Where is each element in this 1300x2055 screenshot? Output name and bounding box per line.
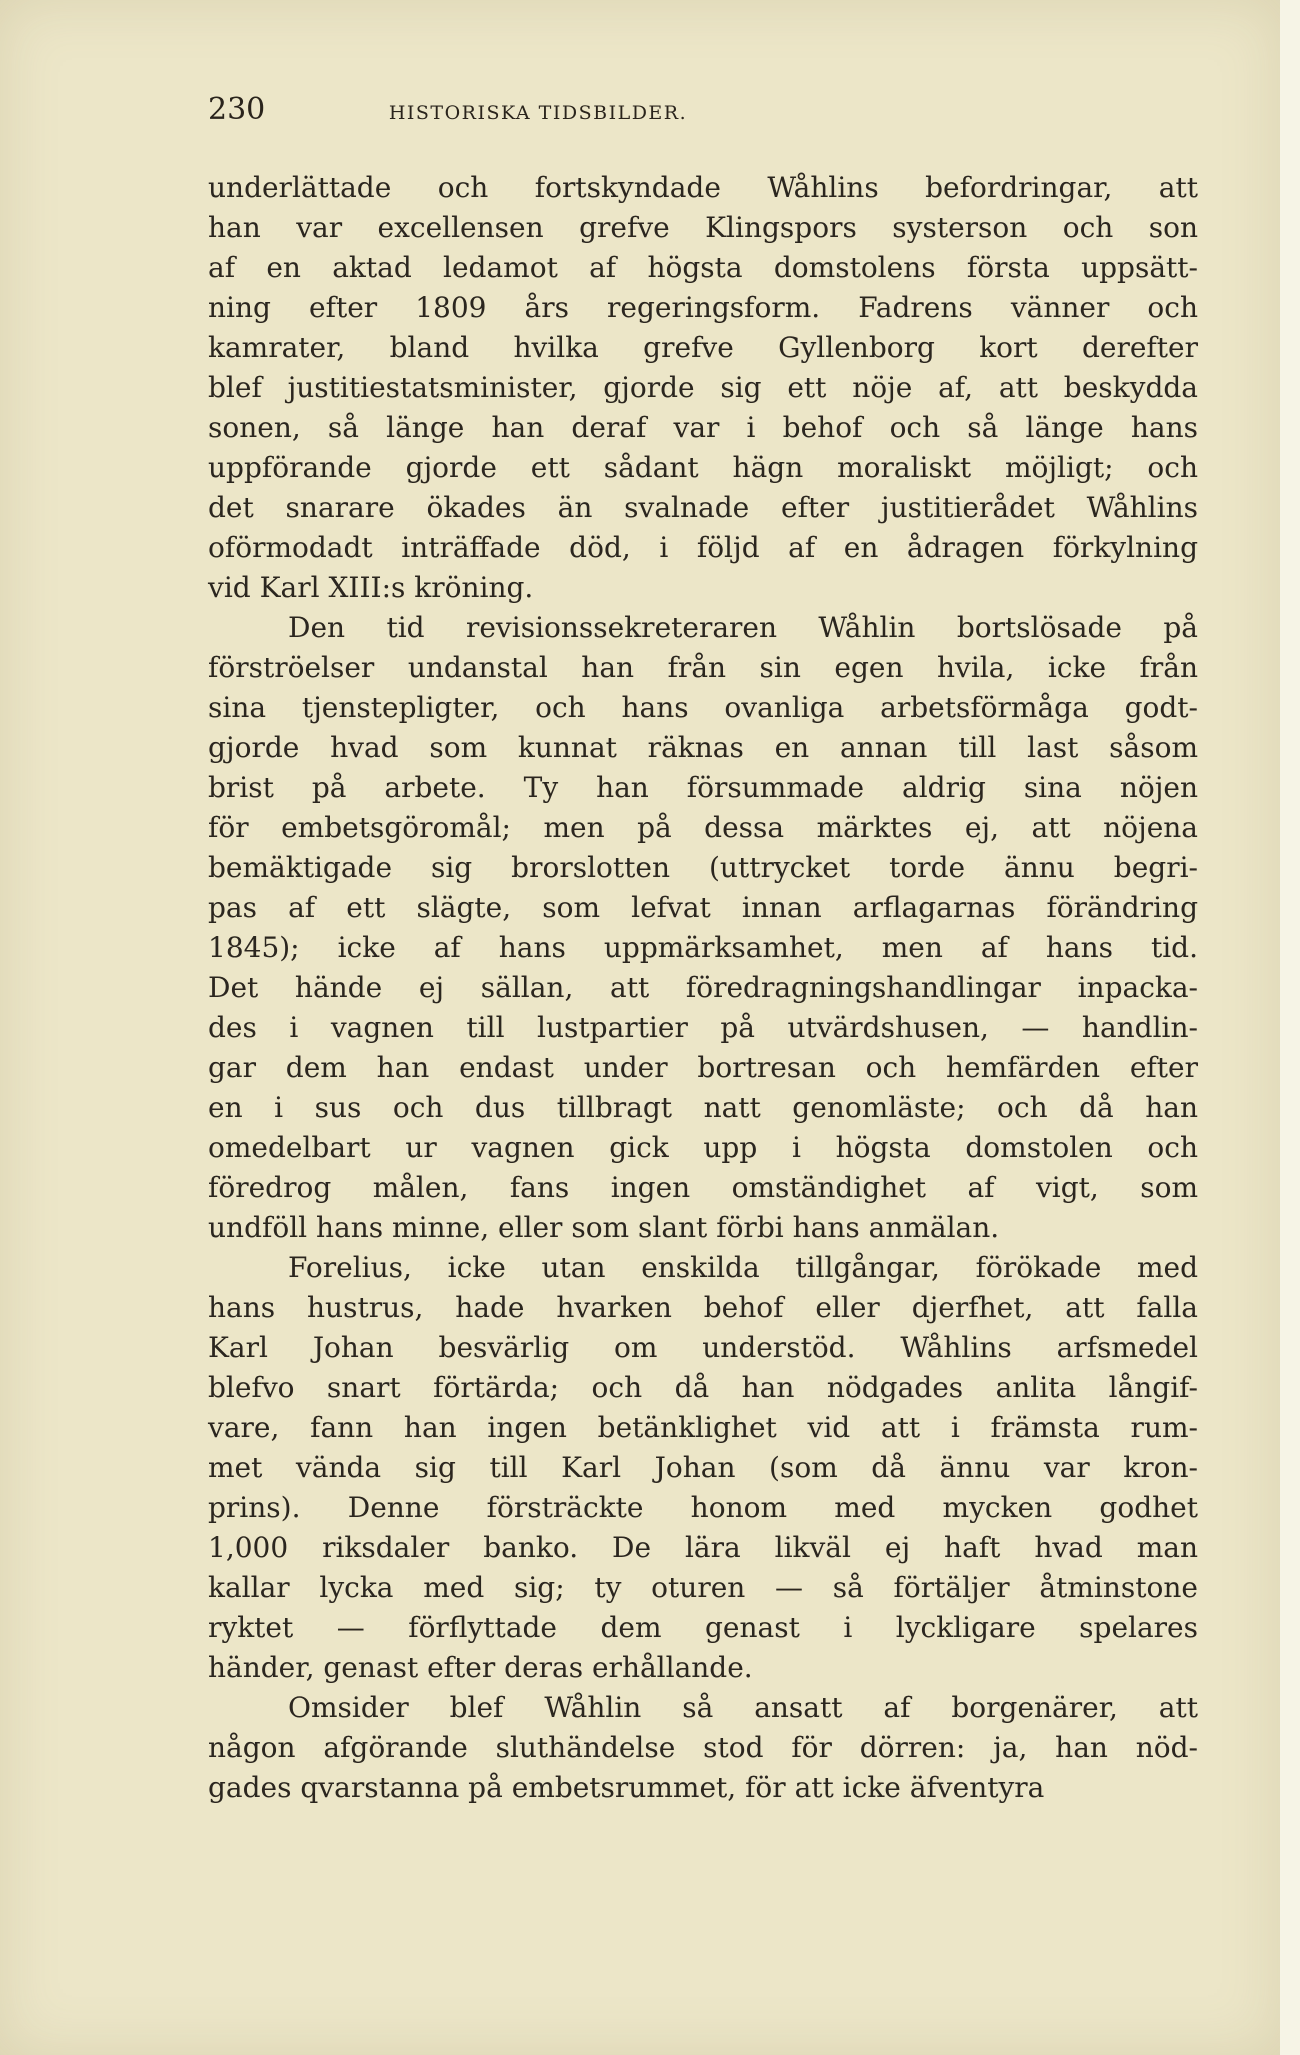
paragraph [208, 1248, 1198, 1688]
body-text [208, 168, 1198, 1808]
text-line: prins). Denne försträckte honom med mycken godhet [208, 1491, 1198, 1524]
text-line: hans hustrus, hade hvarken behof eller djerfhet, att falla [208, 1291, 1198, 1324]
text-line: brist på arbete. Ty han försummade aldrig sina nöjen [208, 771, 1198, 804]
text-line: det snarare ökades än svalnade efter justitierådet Wåhlins [208, 491, 1198, 524]
text-line: Karl Johan besvärlig om understöd. Wåhlins arfsmedel [208, 1331, 1198, 1364]
text-line: vid Karl XIII:s kröning. [208, 571, 534, 604]
text-line: sonen, så länge han deraf var i behof och så länge hans [208, 411, 1198, 444]
text-line: pas af ett slägte, som lefvat innan arflagarnas förändring [208, 891, 1198, 924]
text-line: för embetsgöromål; men på dessa märktes ej, att nöjena [208, 811, 1198, 844]
text-line: förströelser undanstal han från sin egen hvila, icke från [208, 651, 1198, 684]
text-line: händer, genast efter deras erhållande. [208, 1651, 753, 1684]
text-line: Den tid revisionssekreteraren Wåhlin bortslösade på [288, 611, 1198, 644]
text-line: föredrog målen, fans ingen omständighet af vigt, som [208, 1171, 1198, 1204]
text-line: af en aktad ledamot af högsta domstolens första uppsätt- [208, 251, 1198, 284]
text-line: omedelbart ur vagnen gick upp i högsta domstolen och [208, 1131, 1198, 1164]
text-line: gades qvarstanna på embetsrummet, för att icke äfventyra [208, 1771, 1045, 1804]
text-line: ryktet — förflyttade dem genast i lyckligare spelares [208, 1611, 1198, 1644]
text-line: gjorde hvad som kunnat räknas en annan till last såsom [208, 731, 1198, 764]
text-line: ning efter 1809 års regeringsform. Fadrens vänner och [208, 291, 1198, 324]
text-line: kamrater, bland hvilka grefve Gyllenborg kort derefter [208, 331, 1198, 364]
text-line: des i vagnen till lustpartier på utvärdshusen, — handlin- [208, 1011, 1198, 1044]
text-line: 1845); icke af hans uppmärksamhet, men af hans tid. [208, 931, 1198, 964]
page-edge [1280, 0, 1300, 2055]
text-line: Forelius, icke utan enskilda tillgångar, förökade med [288, 1251, 1198, 1284]
text-line: gar dem han endast under bortresan och hemfärden efter [208, 1051, 1198, 1084]
page-number: 230 [208, 92, 266, 127]
text-line: Omsider blef Wåhlin så ansatt af borgenärer, att [288, 1691, 1198, 1724]
text-line: uppförande gjorde ett sådant hägn moraliskt möjligt; och [208, 451, 1198, 484]
text-line: blefvo snart förtärda; och då han nödgades anlita långif- [208, 1371, 1198, 1404]
text-line: sina tjenstepligter, och hans ovanliga arbetsförmåga godt- [208, 691, 1198, 724]
paragraph [208, 168, 1198, 608]
text-line: blef justitiestatsminister, gjorde sig ett nöje af, att beskydda [208, 371, 1198, 404]
text-line: 1,000 riksdaler banko. De lära likväl ej haft hvad man [208, 1531, 1198, 1564]
text-line: Det hände ej sällan, att föredragningshandlingar inpacka- [208, 971, 1198, 1004]
page-header [208, 92, 868, 140]
text-line: met vända sig till Karl Johan (som då ännu var kron- [208, 1451, 1198, 1484]
paragraph [208, 1688, 1198, 1808]
paragraph [208, 608, 1198, 1248]
text-line: bemäktigade sig brorslotten (uttrycket torde ännu begri- [208, 851, 1198, 884]
text-line: kallar lycka med sig; ty oturen — så förtäljer åtminstone [208, 1571, 1198, 1604]
text-line: oförmodadt inträffade död, i följd af en ådragen förkylning [208, 531, 1198, 564]
text-line: en i sus och dus tillbragt natt genomläste; och då han [208, 1091, 1198, 1124]
text-line: han var excellensen grefve Klingspors systerson och son [208, 211, 1198, 244]
text-line: vare, fann han ingen betänklighet vid att i främsta rum- [208, 1411, 1198, 1444]
text-line: någon afgörande sluthändelse stod för dörren: ja, han nöd- [208, 1731, 1198, 1764]
running-title: HISTORISKA TIDSBILDER. [388, 102, 688, 124]
text-line: undföll hans minne, eller som slant förbi hans anmälan. [208, 1211, 1000, 1244]
text-line: underlättade och fortskyndade Wåhlins befordringar, att [208, 171, 1198, 204]
